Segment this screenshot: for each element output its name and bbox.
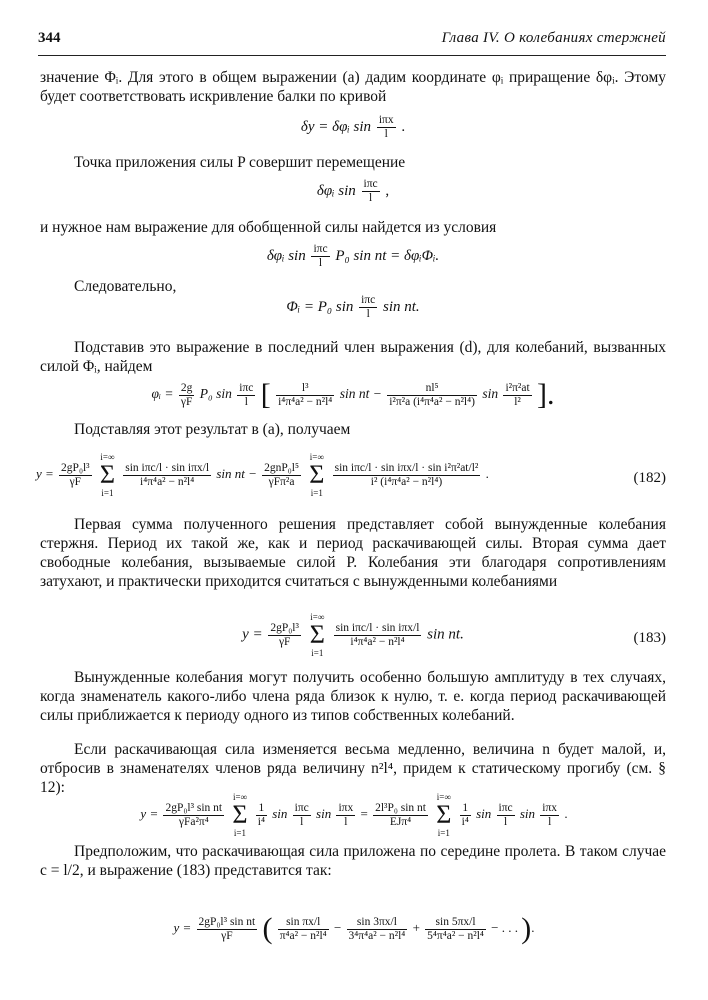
equation-182 xyxy=(36,452,612,498)
eq3-rhs: P₀ sin nt = δφᵢΦᵢ. xyxy=(335,247,440,264)
equation-5 xyxy=(40,378,666,412)
eq1-fraction: $\frac{\text{iπx}}{l}$ xyxy=(378,114,394,140)
eq8-a: sin xyxy=(272,805,288,821)
eq8-tail: . xyxy=(564,805,568,821)
eq8-frac-3: $\frac{\text{iπc}}{l}$ xyxy=(294,801,309,828)
eq4-rhs: sin nt. xyxy=(382,298,420,315)
eq9-paren-close: ) xyxy=(521,912,532,945)
eq9-paren-open: ( xyxy=(262,912,273,945)
eq4-fraction: $\frac{\text{iπc}}{l}$ xyxy=(361,294,376,320)
page-number: 344 xyxy=(38,30,61,46)
eq6-sum-1: i=∞ Σ i=1 xyxy=(99,452,115,498)
eq8-frac-5: $\frac{\text{2l³P₀ sin nt}}{\text{EJπ⁴}}$ xyxy=(375,801,426,828)
eq1-tail: . xyxy=(401,118,406,135)
eq5-bracket-close: ]. xyxy=(537,378,555,411)
eq9-plus: + xyxy=(412,919,420,935)
eq9-term-1: $\frac{\text{sin πx/l}}{\text{π⁴a² − n²l⁴}}$ xyxy=(279,915,327,942)
eq5-a: P₀ sin xyxy=(199,386,232,402)
paragraph-2: Точка приложения силы P совершит перемещение xyxy=(74,154,406,171)
eq2-tail: , xyxy=(385,182,390,199)
eq6-sum-2: i=∞ Σ i=1 xyxy=(309,452,325,498)
eq9-lhs: y = xyxy=(173,919,192,935)
eq8-sum-1: i=∞ Σ i=1 xyxy=(232,792,248,838)
paragraph-4: Следовательно, xyxy=(74,278,177,295)
eq5-bracket-open: [ xyxy=(260,378,271,411)
eq7-lhs: y = xyxy=(242,626,263,643)
eq6-frac-1: $\frac{\text{2gP₀l³}}{\gamma F}$ xyxy=(61,461,90,488)
eq7-rhs: sin nt. xyxy=(427,626,464,643)
equation-midspan xyxy=(30,912,678,946)
eq5-lhs: φᵢ = xyxy=(151,386,174,402)
eq8-frac-7: $\frac{\text{iπc}}{l}$ xyxy=(498,801,513,828)
equation-4 xyxy=(40,294,666,321)
eq8-frac-8: $\frac{\text{iπx}}{l}$ xyxy=(542,801,558,828)
paragraph-1: значение Φᵢ. Для этого в общем выражении (а) дадим координате φᵢ приращение δφᵢ. Этому будет соответствовать искривление балки по кривой xyxy=(40,69,666,105)
eq8-frac-4: $\frac{\text{iπx}}{l}$ xyxy=(338,801,354,828)
eq5-frac-3: $\frac{\text{l³}}{\text{i⁴π⁴a² − n²l⁴}}$ xyxy=(278,381,333,408)
eq3-lhs: δφᵢ sin xyxy=(266,247,306,264)
eq5-b: sin nt − xyxy=(339,386,382,402)
equation-number-182: (182) xyxy=(633,470,666,486)
equation-static xyxy=(30,792,678,838)
eq5-frac-1: $\frac{2g}{\gamma F}$ xyxy=(180,381,193,408)
eq4-lhs: Φᵢ = P₀ sin xyxy=(286,298,354,315)
eq7-frac-2: $\frac{\text{sin iπc/l · sin iπx/l}}{\text{i⁴π⁴a² − n²l⁴}}$ xyxy=(335,621,420,648)
eq6-frac-3: $\frac{\text{2gnP₀l⁵}}{\text{γFπ²a}}$ xyxy=(264,461,299,488)
eq8-frac-2: $\frac{1}{\text{i⁴}}$ xyxy=(257,801,265,828)
equation-1 xyxy=(40,114,666,141)
eq7-frac-1: $\frac{\text{2gP₀l³}}{\gamma F}$ xyxy=(270,621,299,648)
eq9-frac-1: $\frac{\text{2gP₀l³ sin nt}}{\gamma F}$ xyxy=(198,915,256,942)
equation-183 xyxy=(40,612,666,658)
eq5-frac-2: $\frac{\text{iπc}}{l}$ xyxy=(239,381,254,408)
eq9-minus: − xyxy=(333,919,342,935)
eq6-lhs: y = xyxy=(36,465,54,481)
eq8-e: sin xyxy=(519,805,536,821)
equation-number-183: (183) xyxy=(633,630,666,646)
running-header xyxy=(38,30,666,52)
eq3-fraction: $\frac{\text{iπc}}{l}$ xyxy=(313,243,328,269)
paragraph-9: Если раскачивающая сила изменяется весьма медленно, величина n будет малой, и, отбросив в знаменателях членов ряда величину n²l⁴, придем к статическому прогибу (см. § 12): xyxy=(40,741,666,796)
eq5-frac-5: $\frac{\text{i²π²at}}{\text{l²}}$ xyxy=(505,381,530,408)
eq9-ellipsis: − . . . xyxy=(491,919,519,935)
eq7-sum: i=∞ Σ i=1 xyxy=(309,612,325,658)
chapter-title: Глава IV. О колебаниях стержней xyxy=(441,30,666,46)
paragraph-7: Первая сумма полученного решения представляет собой вынужденные колебания стержня. Период их такой же, как и период раскачивающей силы. Вторая сумма дает свободные колебания, вызываемые силой P. Колебания эти благодаря сопротивлениям затухают, и практически приходится считаться с вынужденными колебаниями xyxy=(40,516,666,590)
eq8-b: sin xyxy=(316,805,332,821)
eq5-c: sin xyxy=(482,386,499,402)
equation-2 xyxy=(40,178,666,205)
eq9-term-2: $\frac{\sin 3\pi x/l}{\text{3⁴π⁴a² − n²l⁴}}$ xyxy=(348,915,406,942)
eq5-frac-4: $\frac{\text{nl⁵}}{\text{i²π²a (i⁴π⁴a² − n²l⁴)}}$ xyxy=(389,381,475,408)
eq8-frac-1: $\frac{\text{2gP₀l³ sin nt}}{\text{γFa²π⁴}}$ xyxy=(165,801,223,828)
eq8-frac-6: $\frac{1}{\text{i⁴}}$ xyxy=(461,801,469,828)
eq8-equals: = xyxy=(360,805,368,821)
eq1-lhs: δy = δφᵢ sin xyxy=(300,118,372,135)
paragraph-6: Подставляя этот результат в (а), получаем xyxy=(74,421,351,438)
header-rule xyxy=(38,55,666,56)
eq2-lhs: δφᵢ sin xyxy=(316,182,356,199)
eq8-d: sin xyxy=(476,805,492,821)
eq8-lhs: y = xyxy=(140,805,159,821)
paragraph-8: Вынужденные колебания могут получить особенно большую амплитуду в тех случаях, когда знаменатель какого-либо члена ряда близок к нулю, т. е. когда период раскачивающей силы приближается к периоду одного из типов собственных колебаний. xyxy=(40,669,666,724)
eq6-a: sin nt − xyxy=(216,465,257,481)
eq6-tail: . xyxy=(485,465,489,481)
eq6-frac-4: $\frac{\text{sin iπc/l · sin iπx/l · sin i²π²at/l²}}{\text{i² (i⁴π⁴a² − n²l⁴)}}$ xyxy=(334,461,479,488)
eq9-term-3: $\frac{\sin 5\pi x/l}{\text{5⁴π⁴a² − n²l⁴}}$ xyxy=(427,915,484,942)
eq8-sum-2: i=∞ Σ i=1 xyxy=(436,792,452,838)
eq6-frac-2: $\frac{\text{sin iπc/l · sin iπx/l}}{\text{i⁴π⁴a² − n²l⁴}}$ xyxy=(125,461,210,488)
eq9-end: . xyxy=(531,919,535,935)
eq2-fraction: $\frac{\text{iπc}}{l}$ xyxy=(363,178,378,204)
equation-3 xyxy=(40,243,666,270)
paragraph-5: Подставив это выражение в последний член выражения (d), для колебаний, вызванных силой Φᵢ, найдем xyxy=(40,339,666,375)
paragraph-10: Предположим, что раскачивающая сила приложена по середине пролета. В таком случае c = l/2, и выражение (183) представится так: xyxy=(40,843,666,879)
paragraph-3: и нужное нам выражение для обобщенной силы найдется из условия xyxy=(40,219,497,236)
